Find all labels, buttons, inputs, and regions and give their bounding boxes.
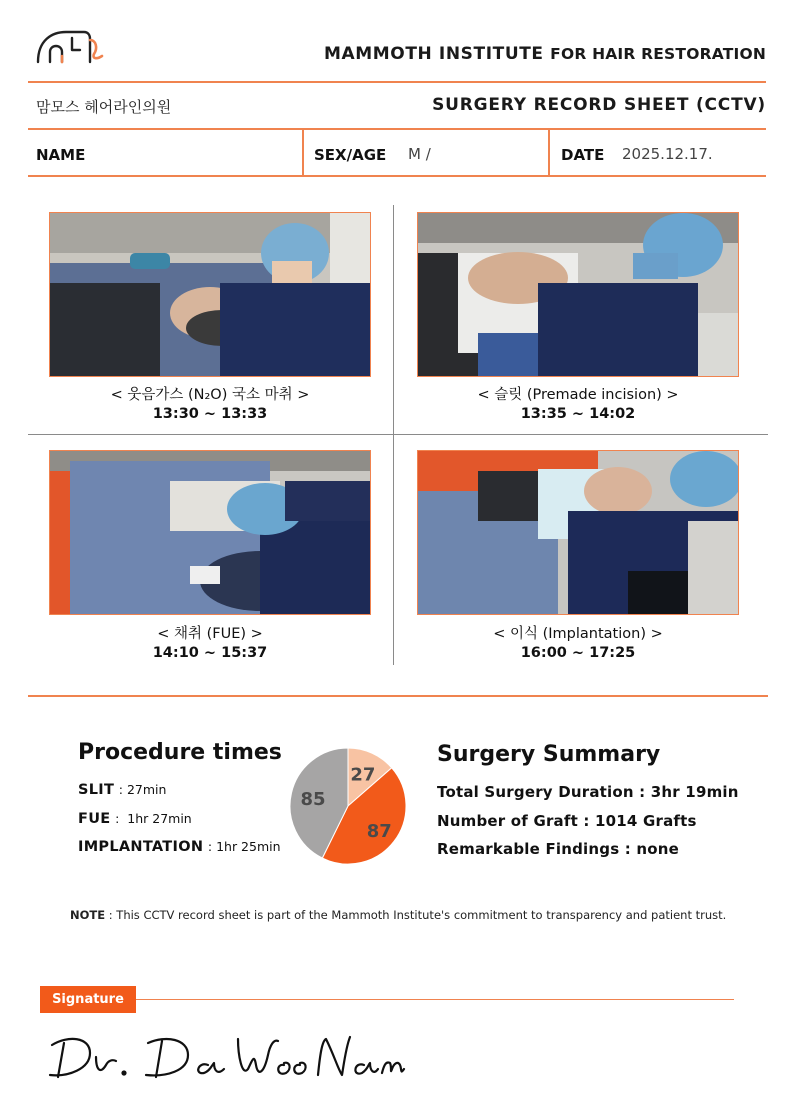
procedure-row-fue	[78, 811, 192, 827]
procedure-times-title: Procedure times	[78, 740, 282, 765]
photo-caption: < 이식 (Implantation) >	[493, 626, 663, 642]
procedure-pie-chart	[288, 746, 408, 866]
photo-caption-block	[417, 386, 739, 424]
photo-caption: < 슬릿 (Premade incision) >	[477, 387, 679, 403]
institute-main: MAMMOTH INSTITUTE	[324, 44, 544, 64]
info-cell-divider	[302, 130, 304, 176]
note-label: NOTE	[70, 908, 106, 922]
info-bottom-border	[28, 175, 766, 177]
info-top-border	[28, 128, 766, 130]
photo-time: 16:00 ~ 17:25	[520, 645, 636, 661]
date-label: DATE	[561, 146, 605, 164]
procedure-value-prefix: :	[115, 811, 128, 826]
institute-name	[324, 44, 766, 64]
footer-note	[70, 908, 726, 922]
photo-caption-block	[49, 625, 371, 663]
photo-time: 13:30 ~ 13:33	[152, 406, 268, 422]
procedure-value-prefix: :	[118, 782, 127, 797]
section-divider	[28, 695, 768, 697]
procedure-label: FUE	[78, 811, 111, 827]
date-value: 2025.12.17.	[622, 145, 713, 163]
procedure-value: 1hr 25min	[216, 839, 281, 854]
surgery-summary-title: Surgery Summary	[437, 742, 661, 767]
procedure-value-prefix: :	[207, 839, 217, 854]
procedure-row-implantation	[78, 839, 281, 855]
summary-findings: Remarkable Findings : none	[437, 840, 680, 858]
procedure-value: 27min	[126, 782, 167, 797]
cctv-photo-implantation	[417, 450, 739, 615]
procedure-row-slit	[78, 782, 166, 798]
photo-time: 14:10 ~ 15:37	[152, 645, 268, 661]
procedure-value: 1hr 27min	[127, 811, 192, 826]
photo-caption: < 웃음가스 (N₂O) 국소 마취 >	[110, 387, 310, 403]
procedure-label: SLIT	[78, 782, 115, 798]
note-text: : This CCTV record sheet is part of the Mammoth Institute's commitment to transparency and patient trust.	[108, 908, 727, 922]
pie-slice-label: 27	[350, 764, 376, 786]
info-cell-divider	[548, 130, 550, 176]
signature-label: Signature	[40, 986, 136, 1013]
name-label: NAME	[36, 146, 86, 164]
cctv-photo-fue	[49, 450, 371, 615]
photo-grid-horizontal-divider	[28, 434, 768, 435]
photo-caption-block	[417, 625, 739, 663]
sex-age-value: M /	[408, 145, 431, 163]
signature-line	[136, 999, 734, 1000]
clinic-korean-name: 맘모스 헤어라인의원	[36, 98, 172, 116]
institute-sub: FOR HAIR RESTORATION	[550, 45, 766, 63]
pie-slice-label: 87	[366, 821, 392, 843]
handwritten-signature	[38, 1025, 418, 1085]
header-divider	[28, 81, 766, 83]
mammoth-logo	[36, 26, 108, 66]
procedure-label: IMPLANTATION	[78, 839, 204, 855]
pie-slice-label: 85	[300, 788, 326, 810]
cctv-photo-slit	[417, 212, 739, 377]
summary-graft-count: Number of Graft : 1014 Grafts	[437, 812, 697, 830]
photo-caption: < 채취 (FUE) >	[157, 626, 263, 642]
cctv-photo-anesthesia	[49, 212, 371, 377]
photo-grid-vertical-divider	[393, 205, 394, 665]
photo-time: 13:35 ~ 14:02	[520, 406, 636, 422]
photo-caption-block	[49, 386, 371, 424]
sheet-title: SURGERY RECORD SHEET (CCTV)	[432, 95, 766, 115]
summary-total-duration: Total Surgery Duration : 3hr 19min	[437, 783, 739, 801]
sex-age-label: SEX/AGE	[314, 146, 387, 164]
